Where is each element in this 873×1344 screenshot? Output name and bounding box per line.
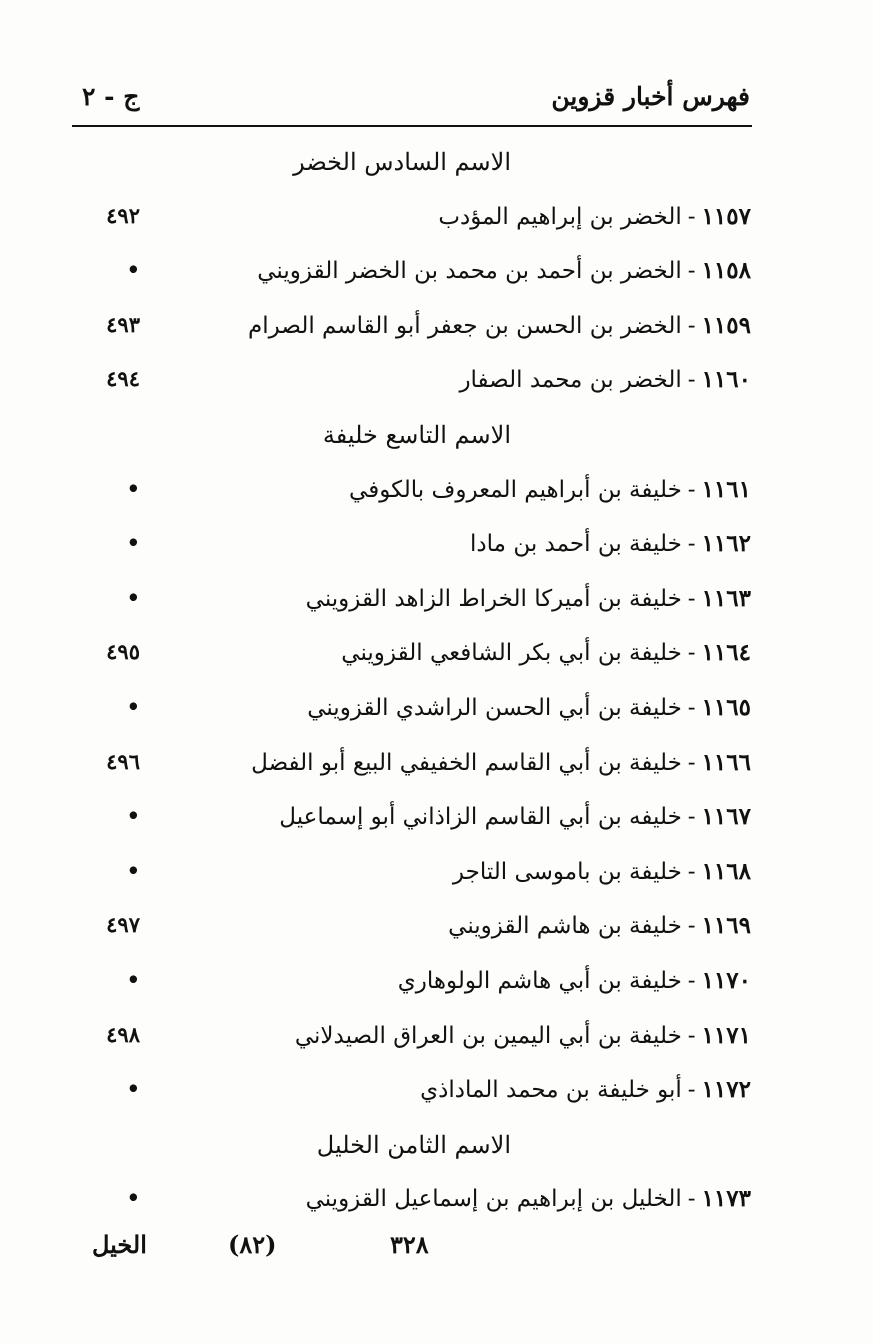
entry-name: خليفة بن هاشم القزويني (448, 913, 682, 940)
index-entry (0, 631, 873, 681)
entry-number: ١١٧٢ (701, 1076, 751, 1104)
footer-page-number: ٣٢٨ (390, 1230, 429, 1259)
entry-name: خليفة بن أبراهيم المعروف بالكوفي (349, 476, 682, 503)
page-footer (0, 1230, 873, 1270)
entry-name: الخضر بن إبراهيم المؤدب (438, 203, 682, 230)
footer-catchword: الخيل (92, 1230, 147, 1259)
index-entry (0, 959, 873, 1009)
section-heading-row (0, 1123, 873, 1173)
entry-text (448, 912, 751, 939)
entry-dash: - (687, 585, 696, 612)
entry-number: ١١٦٧ (701, 803, 751, 831)
entry-number: ١١٦٦ (701, 748, 751, 776)
entry-text (279, 803, 751, 830)
entry-dash: - (687, 804, 696, 831)
header-rule (72, 125, 752, 127)
entry-name: خليفة بن أبي بكر الشافعي القزويني (341, 640, 682, 667)
index-entry (0, 1014, 873, 1064)
entry-page-ref: ٤٩٨ (106, 1021, 140, 1047)
entry-dash: - (687, 913, 696, 940)
entry-dash: - (687, 1186, 696, 1213)
entry-dash: - (687, 858, 696, 885)
index-entry (0, 358, 873, 408)
entry-number: ١١٦٩ (701, 912, 751, 940)
entry-text (306, 1185, 751, 1212)
entry-text (257, 257, 751, 284)
entry-page-ref: • (126, 257, 140, 283)
entry-number: ١١٦١ (701, 475, 751, 503)
entry-page-ref: • (126, 475, 140, 501)
entry-page-ref: • (126, 530, 140, 556)
entry-name: خليفة بن أحمد بن مادا (470, 531, 682, 558)
entry-dash: - (687, 258, 696, 285)
entry-number: ١١٦٨ (701, 857, 751, 885)
running-header (72, 78, 750, 124)
entry-page-ref: • (126, 857, 140, 883)
entry-number: ١١٦٣ (701, 584, 751, 612)
entry-text (248, 312, 751, 339)
entry-name: خليفة بن أميركا الخراط الزاهد القزويني (305, 585, 682, 612)
entry-number: ١١٦٤ (701, 639, 751, 667)
index-entry (0, 850, 873, 900)
entry-name: الخضر بن الحسن بن جعفر أبو القاسم الصرام (248, 312, 682, 339)
entry-name: خليفة بن باموسى التاجر (452, 858, 682, 885)
entry-page-ref: • (126, 803, 140, 829)
index-entry (0, 522, 873, 572)
entry-text (453, 858, 751, 885)
header-title: فهرس أخبار قزوين (551, 82, 750, 111)
entry-number: ١١٦٢ (701, 530, 751, 558)
entry-name: الخليل بن إبراهيم بن إسماعيل القزويني (305, 1186, 682, 1213)
entry-text (295, 1022, 751, 1049)
entry-text (307, 694, 751, 721)
entry-number: ١١٥٩ (701, 311, 751, 339)
entry-text (470, 530, 751, 557)
entry-text (251, 749, 751, 776)
index-entry (0, 195, 873, 245)
section-title: الاسم الثامن الخليل (316, 1130, 511, 1159)
entry-name: خليفة بن أبي هاشم الولوهاري (397, 968, 682, 994)
index-entry (0, 904, 873, 954)
entry-number: ١١٧٠ (701, 967, 751, 994)
entry-text (341, 639, 751, 666)
entry-dash: - (687, 1077, 696, 1104)
entry-name: خليفة بن أبي القاسم الخفيفي البيع أبو الفضل (251, 749, 682, 776)
entry-dash: - (687, 640, 696, 667)
entry-page-ref: • (126, 1185, 140, 1211)
entry-number: ١١٦٥ (701, 694, 751, 721)
index-entry (0, 741, 873, 791)
index-entry (0, 686, 873, 736)
entry-page-ref: ٤٩٢ (106, 202, 140, 228)
entry-name: خليفة بن أبي الحسن الراشدي القزويني (307, 695, 682, 721)
entry-page-ref: ٤٩٦ (106, 748, 140, 774)
entry-name: الخضر بن أحمد بن محمد بن الخضر القزويني (257, 258, 682, 285)
entry-dash: - (687, 312, 696, 339)
entry-text (349, 476, 751, 503)
entry-text (306, 585, 751, 612)
entry-name: خليفة بن أبي اليمين بن العراق الصيدلاني (294, 1022, 682, 1049)
footer-sheet-number: (٨٢) (228, 1230, 277, 1259)
entry-dash: - (687, 1022, 696, 1049)
entry-number: ١١٧٣ (701, 1185, 751, 1213)
index-entry (0, 1068, 873, 1118)
entry-page-ref: • (126, 1076, 140, 1102)
entry-page-ref: ٤٩٥ (106, 639, 140, 665)
entry-page-ref: • (126, 584, 140, 610)
entry-dash: - (687, 476, 696, 503)
entry-page-ref: • (126, 967, 140, 992)
entry-text (459, 366, 751, 393)
entry-number: ١١٦٠ (701, 366, 751, 394)
entry-dash: - (687, 749, 696, 776)
entry-dash: - (687, 968, 696, 994)
section-heading-row (0, 413, 873, 463)
entry-name: خليفه بن أبي القاسم الزاذاني أبو إسماعيل (279, 804, 682, 831)
entry-text (420, 1076, 751, 1103)
section-heading-row (0, 140, 873, 190)
index-entry (0, 577, 873, 627)
section-title: الاسم التاسع خليفة (322, 421, 511, 449)
index-entry (0, 795, 873, 845)
entry-dash: - (687, 203, 696, 230)
entry-dash: - (687, 367, 696, 394)
index-entry (0, 249, 873, 299)
entry-page-ref: ٤٩٧ (106, 912, 140, 938)
index-entry (0, 304, 873, 354)
index-entry (0, 468, 873, 518)
entry-page-ref: ٤٩٣ (106, 311, 140, 337)
entry-name: أبو خليفة بن محمد الماداذي (420, 1077, 682, 1104)
entry-text (398, 967, 751, 994)
entry-name: الخضر بن محمد الصفار (459, 367, 682, 394)
section-title: الاسم السادس الخضر (293, 148, 511, 176)
entry-number: ١١٧١ (701, 1021, 751, 1049)
entry-number: ١١٥٧ (701, 202, 751, 230)
entry-page-ref: ٤٩٤ (106, 366, 140, 392)
index-entry (0, 1177, 873, 1227)
entry-text (438, 203, 751, 230)
entry-number: ١١٥٨ (701, 257, 751, 285)
entry-page-ref: • (126, 694, 140, 719)
entry-dash: - (687, 531, 696, 558)
header-volume: ج - ٢ (82, 82, 140, 111)
entry-dash: - (687, 695, 696, 721)
